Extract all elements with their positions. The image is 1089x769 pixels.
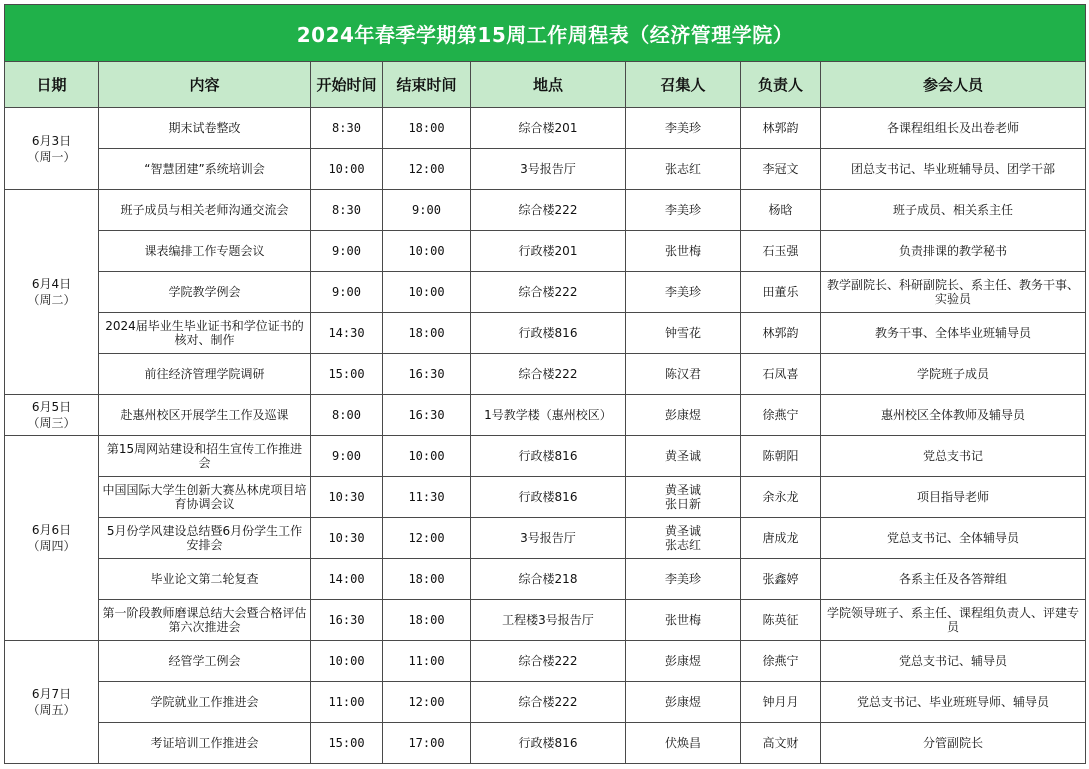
content-cell: 前往经济管理学院调研 <box>99 354 311 395</box>
content-cell: 学院就业工作推进会 <box>99 682 311 723</box>
schedule-table <box>4 4 1086 764</box>
end-time-cell: 10:00 <box>383 231 471 272</box>
header-attendees: 参会人员 <box>821 62 1086 108</box>
header-responsible: 负责人 <box>741 62 821 108</box>
location-cell: 3号报告厅 <box>471 149 626 190</box>
start-time-cell: 8:30 <box>311 108 383 149</box>
content-cell: 毕业论文第二轮复查 <box>99 559 311 600</box>
responsible-cell: 田董乐 <box>741 272 821 313</box>
content-cell: “智慧团建”系统培训会 <box>99 149 311 190</box>
header-location: 地点 <box>471 62 626 108</box>
responsible-cell: 陈朝阳 <box>741 436 821 477</box>
location-cell: 行政楼816 <box>471 313 626 354</box>
header-start-time: 开始时间 <box>311 62 383 108</box>
location-cell: 工程楼3号报告厅 <box>471 600 626 641</box>
convener-name: 黄圣诚 <box>664 449 701 463</box>
location-cell: 综合楼222 <box>471 190 626 231</box>
start-time-cell: 9:00 <box>311 436 383 477</box>
attendees-cell: 党总支书记 <box>821 436 1086 477</box>
table-row <box>5 354 1086 395</box>
weekday-text: （周四） <box>27 539 76 553</box>
start-time-cell: 10:00 <box>311 641 383 682</box>
convener-cell <box>626 723 741 764</box>
convener-cell <box>626 477 741 518</box>
responsible-cell: 林郭韵 <box>741 313 821 354</box>
end-time-cell: 10:00 <box>383 436 471 477</box>
convener-cell <box>626 354 741 395</box>
attendees-cell: 教学副院长、科研副院长、系主任、教务干事、实验员 <box>821 272 1086 313</box>
header-date: 日期 <box>5 62 99 108</box>
table-row <box>5 395 1086 436</box>
attendees-cell: 党总支书记、辅导员 <box>821 641 1086 682</box>
convener-cell <box>626 272 741 313</box>
content-cell: 课表编排工作专题会议 <box>99 231 311 272</box>
weekday-text: （周一） <box>27 149 76 164</box>
attendees-cell: 党总支书记、全体辅导员 <box>821 518 1086 559</box>
start-time-cell: 14:30 <box>311 313 383 354</box>
end-time-cell: 11:00 <box>383 641 471 682</box>
responsible-cell: 石凤喜 <box>741 354 821 395</box>
end-time-cell: 11:30 <box>383 477 471 518</box>
end-time-cell: 17:00 <box>383 723 471 764</box>
convener-cell <box>626 149 741 190</box>
date-text: 6月3日 <box>31 133 72 148</box>
responsible-cell: 陈英征 <box>741 600 821 641</box>
convener-cell <box>626 682 741 723</box>
convener-name: 伏焕昌 <box>664 736 701 750</box>
content-cell: 考证培训工作推进会 <box>99 723 311 764</box>
content-cell: 第15周网站建设和招生宣传工作推进会 <box>99 436 311 477</box>
table-row <box>5 682 1086 723</box>
table-row <box>5 559 1086 600</box>
schedule-sheet <box>4 4 1085 764</box>
table-row <box>5 272 1086 313</box>
content-cell: 2024届毕业生毕业证书和学位证书的核对、制作 <box>99 313 311 354</box>
convener-name: 张志红 <box>664 538 701 552</box>
date-text: 6月5日 <box>31 400 72 414</box>
convener-name: 黄圣诚 <box>664 483 701 497</box>
start-time-cell: 16:30 <box>311 600 383 641</box>
location-cell: 综合楼222 <box>471 682 626 723</box>
convener-name: 张日新 <box>664 497 701 511</box>
start-time-cell: 10:00 <box>311 149 383 190</box>
responsible-cell: 徐燕宁 <box>741 395 821 436</box>
table-row <box>5 108 1086 149</box>
start-time-cell: 15:00 <box>311 723 383 764</box>
location-cell: 综合楼201 <box>471 108 626 149</box>
table-row <box>5 477 1086 518</box>
responsible-cell: 唐成龙 <box>741 518 821 559</box>
end-time-cell: 18:00 <box>383 108 471 149</box>
location-cell: 综合楼222 <box>471 354 626 395</box>
attendees-cell: 团总支书记、毕业班辅导员、团学干部 <box>821 149 1086 190</box>
end-time-cell: 12:00 <box>383 149 471 190</box>
content-cell: 第一阶段教师磨课总结大会暨合格评估第六次推进会 <box>99 600 311 641</box>
location-cell: 行政楼816 <box>471 723 626 764</box>
convener-cell <box>626 641 741 682</box>
start-time-cell: 9:00 <box>311 231 383 272</box>
table-row <box>5 723 1086 764</box>
convener-name: 彭康煜 <box>664 408 701 422</box>
end-time-cell: 18:00 <box>383 559 471 600</box>
date-text: 6月6日 <box>31 523 72 537</box>
content-cell: 赴惠州校区开展学生工作及巡课 <box>99 395 311 436</box>
content-cell: 5月份学风建设总结暨6月份学生工作安排会 <box>99 518 311 559</box>
table-row <box>5 436 1086 477</box>
end-time-cell: 16:30 <box>383 354 471 395</box>
convener-cell <box>626 190 741 231</box>
location-cell: 行政楼816 <box>471 436 626 477</box>
responsible-cell: 石玉强 <box>741 231 821 272</box>
attendees-cell: 班子成员、相关系主任 <box>821 190 1086 231</box>
responsible-cell: 钟月月 <box>741 682 821 723</box>
page-title: 2024年春季学期第15周工作周程表（经济管理学院） <box>5 5 1086 62</box>
convener-name: 张世梅 <box>664 244 701 258</box>
weekday-text: （周五） <box>27 703 76 717</box>
start-time-cell: 8:30 <box>311 190 383 231</box>
table-row <box>5 190 1086 231</box>
convener-cell <box>626 600 741 641</box>
table-row <box>5 600 1086 641</box>
location-cell: 行政楼816 <box>471 477 626 518</box>
start-time-cell: 11:00 <box>311 682 383 723</box>
convener-cell <box>626 436 741 477</box>
responsible-cell: 李冠文 <box>741 149 821 190</box>
location-cell: 1号教学楼（惠州校区） <box>471 395 626 436</box>
attendees-cell: 党总支书记、毕业班班导师、辅导员 <box>821 682 1086 723</box>
start-time-cell: 8:00 <box>311 395 383 436</box>
start-time-cell: 9:00 <box>311 272 383 313</box>
location-cell: 综合楼222 <box>471 272 626 313</box>
attendees-cell: 惠州校区全体教师及辅导员 <box>821 395 1086 436</box>
start-time-cell: 10:30 <box>311 477 383 518</box>
convener-name: 彭康煜 <box>664 654 701 668</box>
convener-cell <box>626 231 741 272</box>
location-cell: 3号报告厅 <box>471 518 626 559</box>
start-time-cell: 14:00 <box>311 559 383 600</box>
convener-name: 张志红 <box>664 162 701 176</box>
date-text: 6月7日 <box>31 687 72 701</box>
date-cell <box>5 641 99 764</box>
content-cell: 班子成员与相关老师沟通交流会 <box>99 190 311 231</box>
date-cell <box>5 108 99 190</box>
convener-cell <box>626 518 741 559</box>
end-time-cell: 10:00 <box>383 272 471 313</box>
content-cell: 期末试卷整改 <box>99 108 311 149</box>
attendees-cell: 负责排课的教学秘书 <box>821 231 1086 272</box>
start-time-cell: 15:00 <box>311 354 383 395</box>
end-time-cell: 12:00 <box>383 682 471 723</box>
responsible-cell: 杨晗 <box>741 190 821 231</box>
convener-cell <box>626 395 741 436</box>
attendees-cell: 各系主任及各答辩组 <box>821 559 1086 600</box>
date-cell <box>5 190 99 395</box>
end-time-cell: 16:30 <box>383 395 471 436</box>
responsible-cell: 徐燕宁 <box>741 641 821 682</box>
convener-name: 彭康煜 <box>664 695 701 709</box>
convener-cell <box>626 559 741 600</box>
table-row <box>5 149 1086 190</box>
convener-name: 张世梅 <box>664 613 701 627</box>
start-time-cell: 10:30 <box>311 518 383 559</box>
responsible-cell: 余永龙 <box>741 477 821 518</box>
attendees-cell: 项目指导老师 <box>821 477 1086 518</box>
attendees-cell: 教务干事、全体毕业班辅导员 <box>821 313 1086 354</box>
date-cell <box>5 395 99 436</box>
attendees-cell: 学院班子成员 <box>821 354 1086 395</box>
content-cell: 经管学工例会 <box>99 641 311 682</box>
attendees-cell: 分管副院长 <box>821 723 1086 764</box>
convener-name: 钟雪花 <box>664 326 701 340</box>
table-row <box>5 641 1086 682</box>
table-row <box>5 313 1086 354</box>
convener-name: 李美珍 <box>664 285 701 299</box>
responsible-cell: 林郭韵 <box>741 108 821 149</box>
end-time-cell: 9:00 <box>383 190 471 231</box>
end-time-cell: 18:00 <box>383 600 471 641</box>
content-cell: 学院教学例会 <box>99 272 311 313</box>
schedule-body <box>5 108 1086 764</box>
convener-name: 陈汉君 <box>664 367 701 381</box>
header-end-time: 结束时间 <box>383 62 471 108</box>
convener-name: 李美珍 <box>664 572 701 586</box>
convener-cell <box>626 108 741 149</box>
table-row <box>5 518 1086 559</box>
weekday-text: （周三） <box>27 416 76 430</box>
attendees-cell: 各课程组组长及出卷老师 <box>821 108 1086 149</box>
convener-name: 李美珍 <box>664 121 701 135</box>
location-cell: 综合楼222 <box>471 641 626 682</box>
responsible-cell: 高文财 <box>741 723 821 764</box>
attendees-cell: 学院领导班子、系主任、课程组负责人、评建专员 <box>821 600 1086 641</box>
date-cell <box>5 436 99 641</box>
content-cell: 中国国际大学生创新大赛丛林虎项目培育协调会议 <box>99 477 311 518</box>
convener-cell <box>626 313 741 354</box>
location-cell: 综合楼218 <box>471 559 626 600</box>
convener-name: 黄圣诚 <box>664 524 701 538</box>
convener-name: 李美珍 <box>664 203 701 217</box>
header-convener: 召集人 <box>626 62 741 108</box>
end-time-cell: 18:00 <box>383 313 471 354</box>
date-text: 6月4日 <box>31 277 72 291</box>
table-row <box>5 231 1086 272</box>
responsible-cell: 张鑫婷 <box>741 559 821 600</box>
end-time-cell: 12:00 <box>383 518 471 559</box>
header-content: 内容 <box>99 62 311 108</box>
weekday-text: （周二） <box>27 293 76 307</box>
location-cell: 行政楼201 <box>471 231 626 272</box>
